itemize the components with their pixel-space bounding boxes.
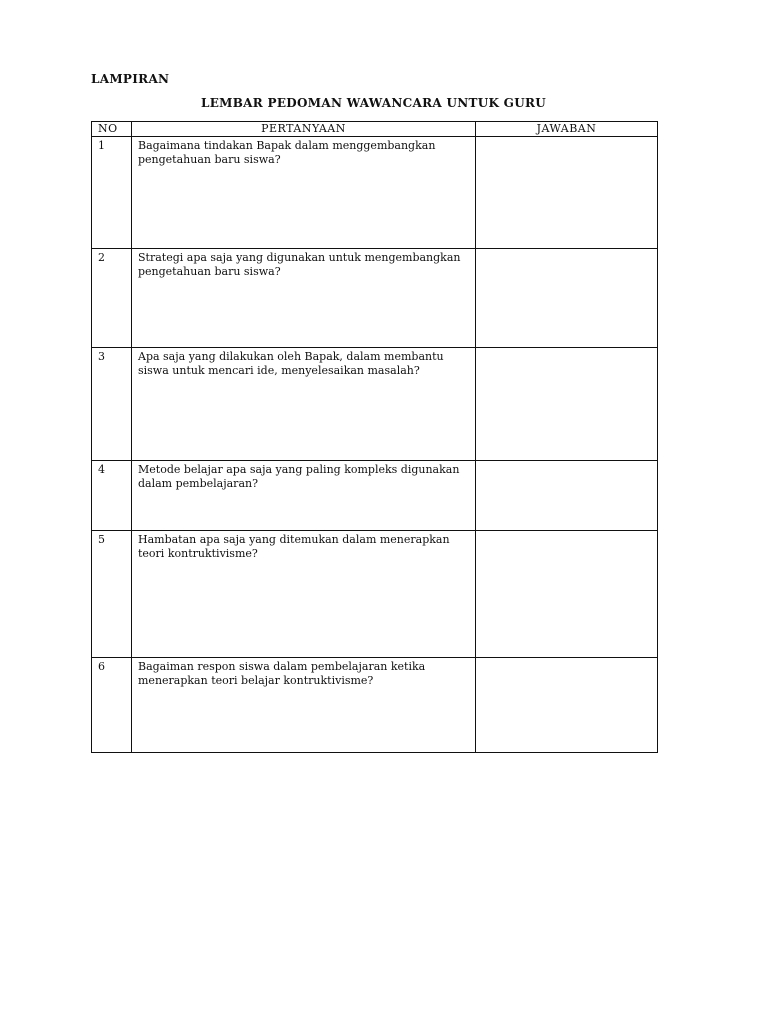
- document-title: LEMBAR PEDOMAN WAWANCARA UNTUK GURU: [200, 96, 547, 110]
- table-row: [92, 348, 658, 461]
- row-question: Strategi apa saja yang digunakan untuk mengembangkan pengetahuan baru siswa?: [132, 249, 476, 348]
- row-number: 2: [92, 249, 132, 348]
- row-number: 5: [92, 531, 132, 658]
- page-heading: LAMPIRAN: [91, 72, 170, 86]
- header-answer: JAWABAN: [476, 122, 658, 137]
- interview-table: [91, 121, 658, 753]
- table-row: [92, 137, 658, 249]
- row-question: Hambatan apa saja yang ditemukan dalam menerapkan teori kontruktivisme?: [132, 531, 476, 658]
- row-number: 4: [92, 461, 132, 531]
- table-header-row: [92, 122, 658, 137]
- table-row: [92, 531, 658, 658]
- row-number: 1: [92, 137, 132, 249]
- row-answer: [476, 137, 658, 249]
- row-number: 6: [92, 658, 132, 753]
- row-answer: [476, 658, 658, 753]
- row-question: Bagaiman respon siswa dalam pembelajaran ketika menerapkan teori belajar kontruktivisme?: [132, 658, 476, 753]
- row-answer: [476, 348, 658, 461]
- row-answer: [476, 531, 658, 658]
- row-number: 3: [92, 348, 132, 461]
- header-no: NO: [92, 122, 132, 137]
- row-answer: [476, 249, 658, 348]
- row-question: Apa saja yang dilakukan oleh Bapak, dalam membantu siswa untuk mencari ide, menyelesaikan masalah?: [132, 348, 476, 461]
- table-row: [92, 249, 658, 348]
- row-answer: [476, 461, 658, 531]
- row-question: Metode belajar apa saja yang paling kompleks digunakan dalam pembelajaran?: [132, 461, 476, 531]
- header-question: PERTANYAAN: [132, 122, 476, 137]
- table-row: [92, 658, 658, 753]
- row-question: Bagaimana tindakan Bapak dalam menggembangkan pengetahuan baru siswa?: [132, 137, 476, 249]
- table-row: [92, 461, 658, 531]
